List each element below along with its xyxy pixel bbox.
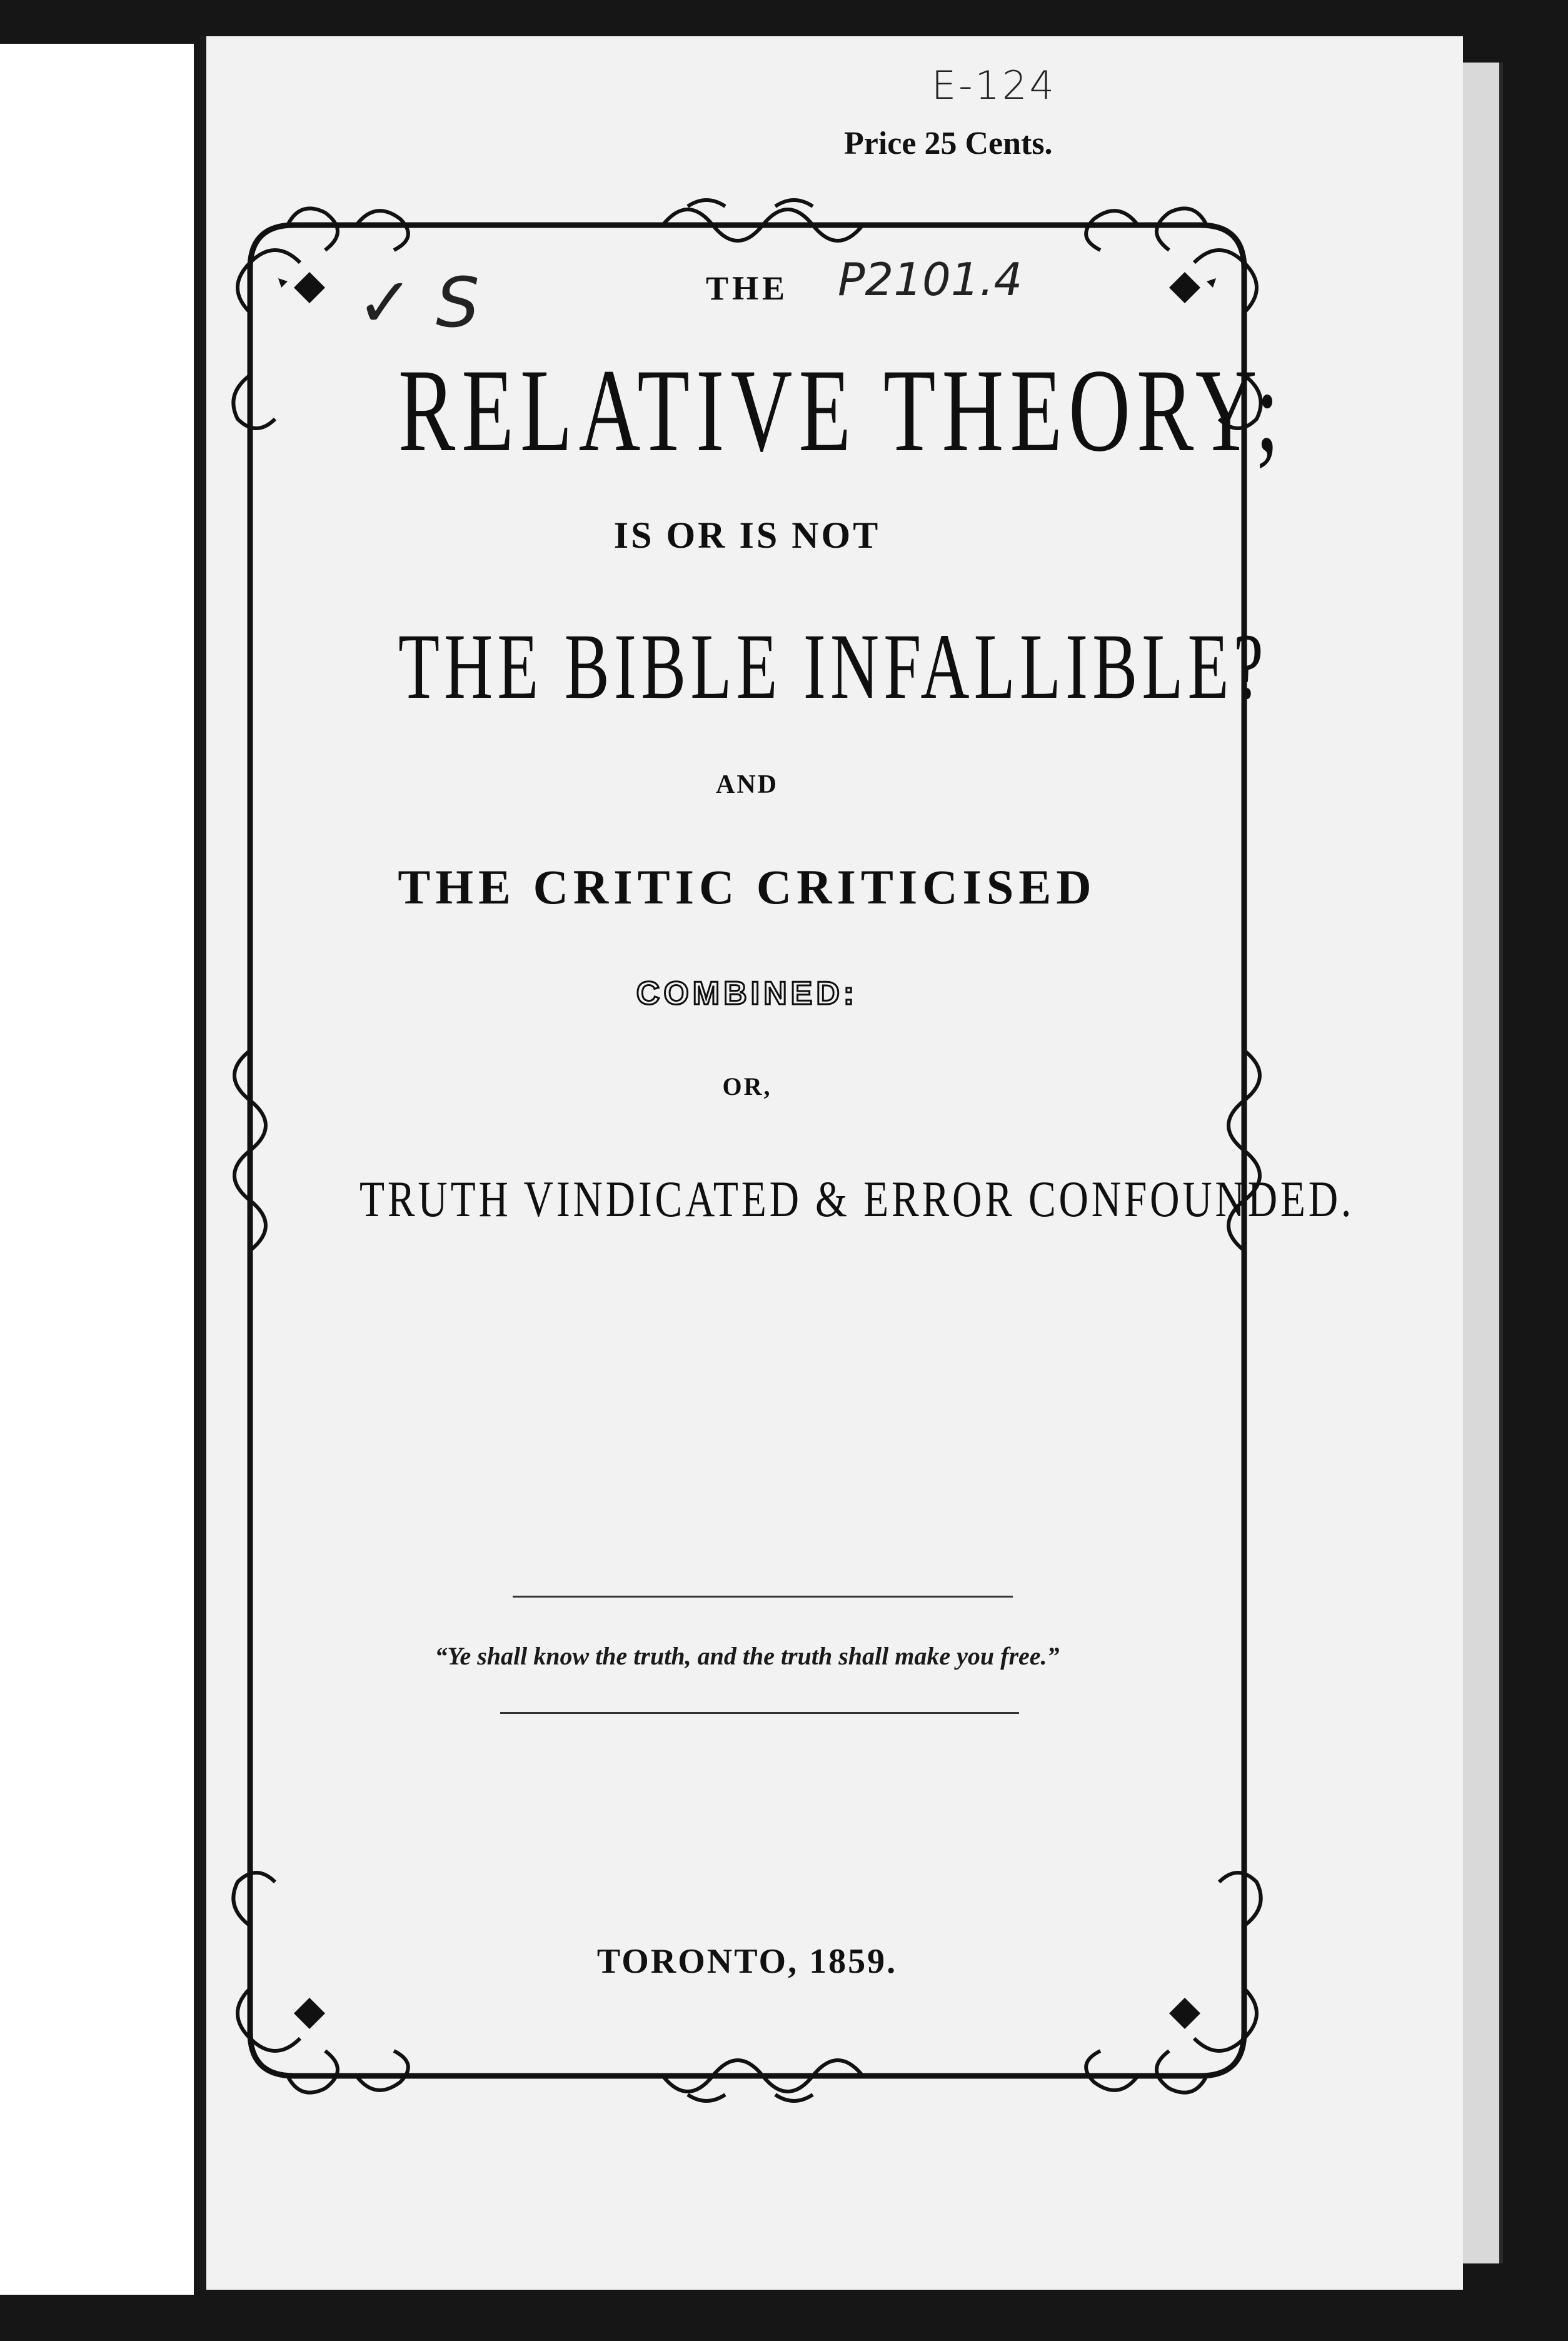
conjunction-or: OR,: [722, 1072, 772, 1100]
handwritten-catalog-number: E-124: [932, 63, 1057, 108]
handwritten-shelf-mark: P2101.4: [838, 253, 1023, 306]
price-label: Price 25 Cents.: [844, 126, 1053, 161]
flyleaf: [0, 44, 194, 2295]
divider-rule-top: [513, 1596, 1013, 1598]
combined-label: COMBINED:: [636, 975, 858, 1012]
second-work-title: THE CRITIC CRITICISED: [398, 860, 1097, 914]
page-edges: [1457, 63, 1503, 2263]
question-title: THE BIBLE INFALLIBLE?: [398, 615, 1268, 718]
main-title: RELATIVE THEORY;: [398, 345, 1286, 476]
epigraph: “Ye shall know the truth, and the truth shall make you free.”: [435, 1642, 1060, 1670]
question-intro: IS OR IS NOT: [613, 515, 881, 556]
title-block: [263, 269, 1355, 1229]
title-article: THE: [705, 269, 789, 307]
divider-rule-bottom: [500, 1712, 1019, 1714]
imprint: TORONTO, 1859.: [596, 1942, 898, 1981]
subtitle: TRUTH VINDICATED & ERROR CONFOUNDED.: [359, 1170, 1355, 1227]
handwritten-check-marks: ✓ S: [356, 263, 480, 343]
conjunction-and: AND: [716, 770, 778, 799]
